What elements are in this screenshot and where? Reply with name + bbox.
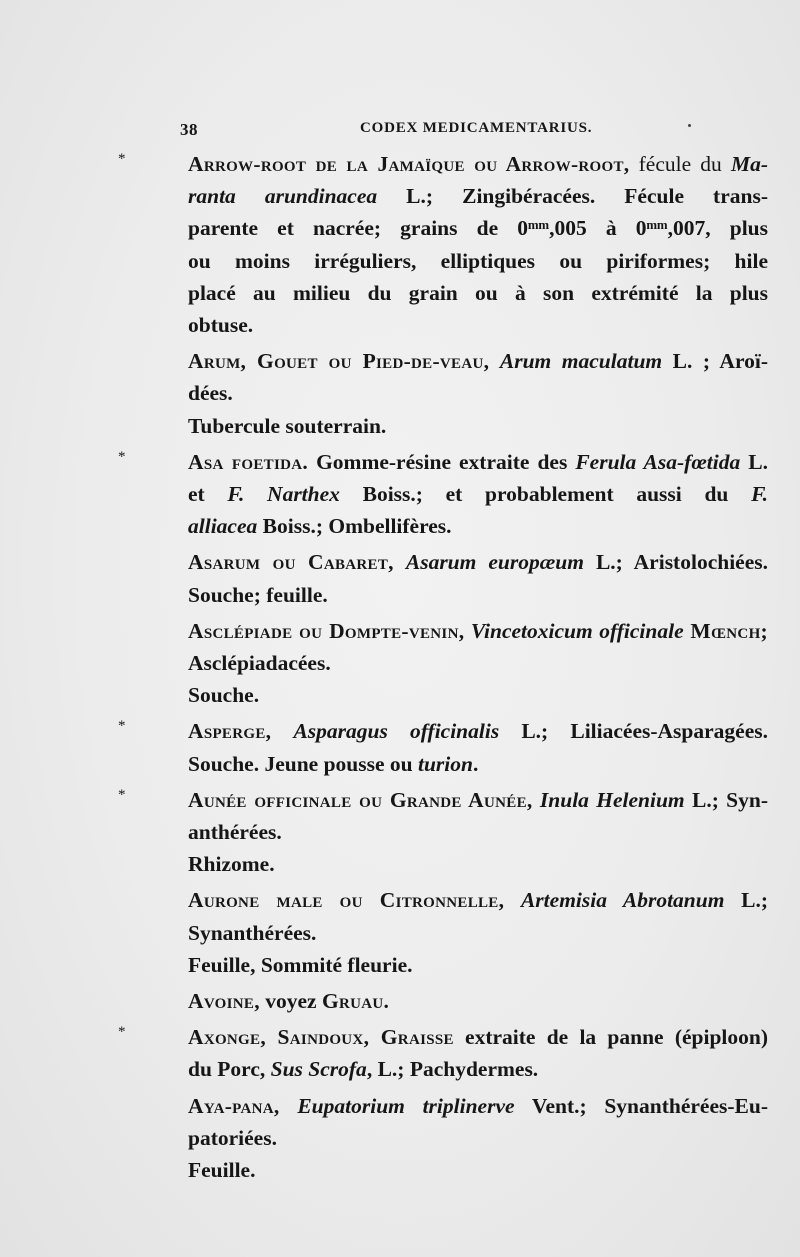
entry-asa-foetida: * Asa foetida. Gomme-résine extraite des Ferula Asa-fœtida L. et F. Narthex Boiss.; et probablement aussi du F. alliacea Boiss.; Ombellifères. <box>118 448 769 539</box>
entry-asperge: * Asperge, Asparagus officinalis L.; Liliacées-Asparagées. Souche. Jeune pousse ou turion. <box>118 718 768 776</box>
entry-aunee: * Aunée officinale ou Grande Aunée, Inula Helenium L.; Syn- anthérées. Rhizome. <box>118 786 769 877</box>
entry-headword: Aunée officinale ou Grande Aunée, <box>188 787 533 812</box>
entry-headword: Arum, Gouet ou Pied-de-veau, <box>188 349 490 374</box>
entry-avoine: Avoine, voyez Gruau. <box>188 989 390 1014</box>
running-title: CODEX MEDICAMENTARIUS. <box>360 120 593 136</box>
entry-aurone: Aurone male ou Citronnelle, Artemisia Abrotanum L.; Synanthérées. Feuille, Sommité fleurie. <box>188 888 768 977</box>
entry-aya-pana: Aya-pana, Eupatorium triplinerve Vent.; Synanthérées-Eu- patoriées. Feuille. <box>188 1093 768 1183</box>
entry-asclepiade: Asclépiade ou Dompte-venin, Vincetoxicum officinale Mœnch; Asclépiadacées. Souche. <box>188 618 768 708</box>
entry-asarum: Asarum ou Cabaret, Asarum europæum L.; Aristolochiées. Souche; feuille. <box>188 550 768 607</box>
cross-reference: Gruau. <box>321 989 390 1014</box>
entry-headword: Asperge, <box>188 719 272 744</box>
print-speck <box>688 124 691 127</box>
page-number: 38 <box>180 120 198 139</box>
entry-axonge: * Axonge, Saindoux, Graisse extraite de la panne (épiploon) du Porc, Sus Scrofa, L.; Pachydermes. <box>118 1024 768 1082</box>
entry-headword: Arrow-root de la Jamaïque ou Arrow-root, <box>188 152 630 176</box>
entry-arum: Arum, Gouet ou Pied-de-veau, Arum maculatum L. ; Aroï- dées. Tubercule souterrain. <box>188 349 768 438</box>
entry-headword: Asclépiade ou Dompte-venin, <box>188 618 465 643</box>
entry-headword: Asarum ou Cabaret, <box>188 550 394 575</box>
page-header <box>180 120 780 144</box>
entry-headword: Axonge, Saindoux, Graisse <box>188 1025 454 1050</box>
entry-headword: Asa foetida. <box>188 449 309 474</box>
entry-arrow-root: * Arrow-root de la Jamaïque ou Arrow-root, fécule du Ma- ranta arundinacea L.; Zingibéracées. Fécule trans- parente et nacrée; grains de 0ᵐᵐ,005 à 0ᵐᵐ,007, plus ou moins irréguliers, elliptiques ou piriformes; hile placé au milieu du grain ou à son extrémité la plus obtuse. <box>118 150 768 338</box>
entry-list <box>118 148 769 1186</box>
entry-headword: Aurone male ou Citronnelle, <box>188 888 505 913</box>
entry-headword: Avoine, <box>188 989 260 1014</box>
entry-headword: Aya-pana, <box>188 1093 280 1118</box>
